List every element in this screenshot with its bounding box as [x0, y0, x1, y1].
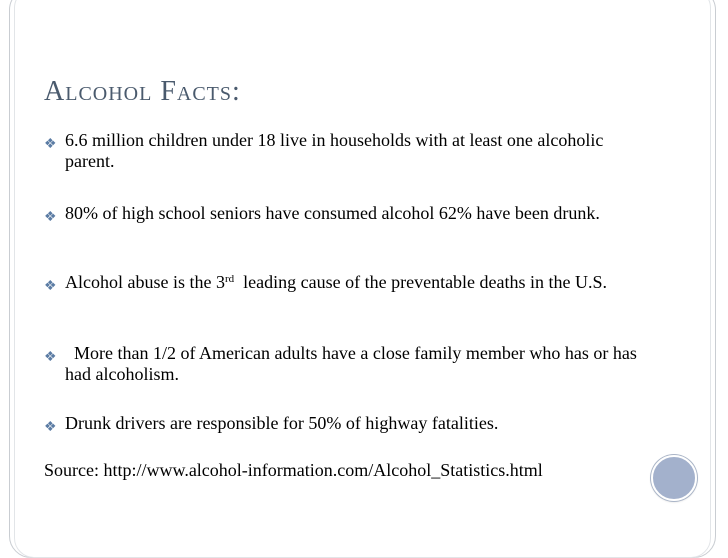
bullet-icon: ❖ [44, 350, 57, 365]
bullet-icon: ❖ [44, 279, 57, 294]
bullet-text [65, 272, 644, 293]
bullet-text: More than 1/2 of American adults have a close family member who has or has had alcoholism. [65, 343, 642, 384]
bullet-item [44, 130, 644, 172]
slide-title: Alcohol Facts: [44, 76, 241, 107]
bullet-item [44, 413, 644, 434]
bullet-icon: ❖ [44, 210, 57, 225]
bullet-text-post: leading cause of the preventable deaths in the U.S. [234, 272, 608, 292]
bullet-text: 80% of high school seniors have consumed alcohol 62% have been drunk. [65, 203, 600, 223]
bullet-icon: ❖ [44, 420, 57, 435]
bullet-text: 6.6 million children under 18 live in households with at least one alcoholic parent. [65, 130, 604, 171]
source-citation: Source: http://www.alcohol-information.com/Alcohol_Statistics.html [44, 460, 543, 480]
bullet-item [44, 272, 644, 293]
bullet-text: Drunk drivers are responsible for 50% of highway fatalities. [65, 413, 499, 433]
bullet-item [44, 343, 644, 385]
bullet-item [44, 203, 644, 224]
bullet-text-pre: Alcohol abuse is the 3 [65, 272, 225, 292]
decorative-circle [651, 455, 697, 501]
bullet-icon: ❖ [44, 137, 57, 152]
ordinal-superscript: rd [224, 273, 235, 285]
